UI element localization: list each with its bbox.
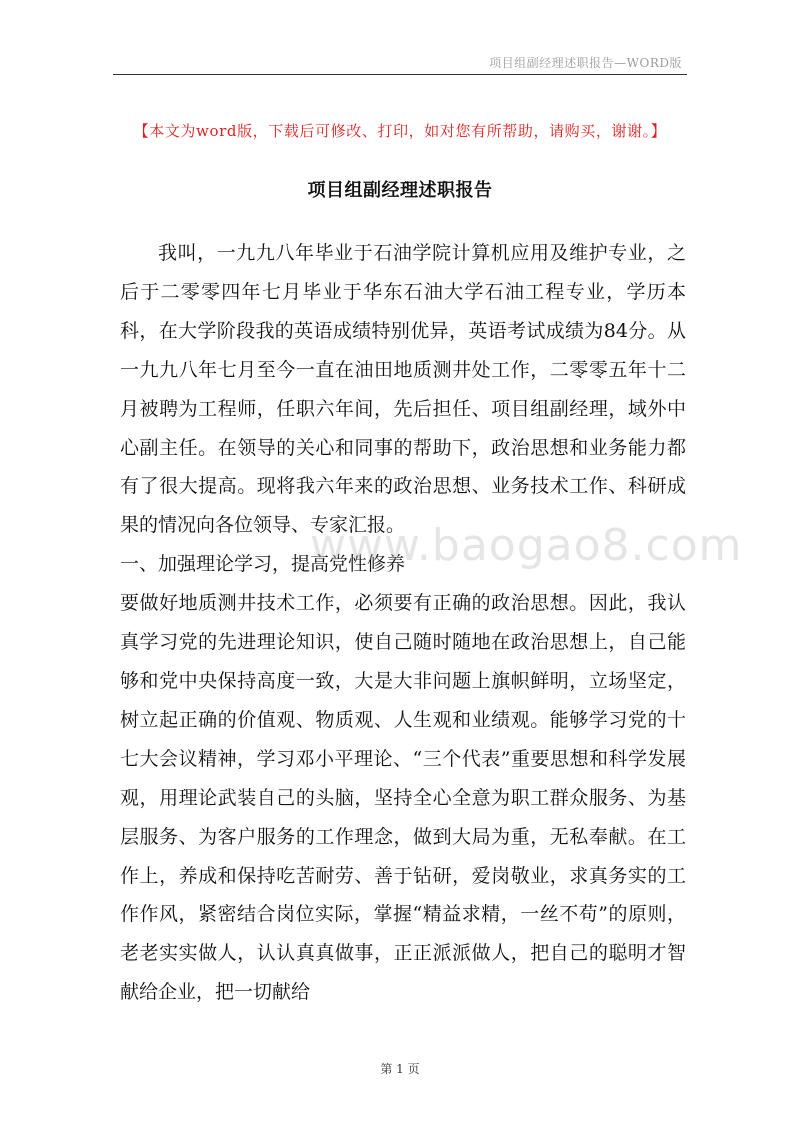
running-header: 项目组副经理述职报告—WORD版 <box>489 56 682 70</box>
page-number: 第 1 页 <box>380 1062 420 1076</box>
download-notice: 【本文为word版，下载后可修改、打印，如对您有所帮助，请购买，谢谢。】 <box>133 122 667 140</box>
section-heading: 一、加强理论学习，提高党性修养 <box>120 553 406 576</box>
intro-paragraph: 我叫，一九九八年毕业于石油学院计算机应用及维护专业，之后于二零零四年七月毕业于华东石油大学石油工程专业，学历本科，在大学阶段我的英语成绩特别优异，英语考试成绩为84分。从一九九八年七月至今一直在油田地质测井处工作，二零零五年十二月被聘为工程师，任职六年间，先后担任、项目组副经理，域外中心副主任。在领导的关心和同事的帮助下，政治思想和业务能力都有了很大提高。现将我六年来的政治思想、业务技术工作、科研成果的情况向各位领导、专家汇报。 <box>120 242 686 537</box>
header-divider <box>113 74 687 75</box>
section-paragraph: 要做好地质测井技术工作，必须要有正确的政治思想。因此，我认真学习党的先进理论知识，使自己随时随地在政治思想上，自己能够和党中央保持高度一致，大是大非问题上旗帜鲜明，立场坚定，树立起正确的价值观、物质观、人生观和业绩观。能够学习党的十七大会议精神，学习邓小平理论、“三个代表”重要思想和科学发展观，用理论武装自己的头脑，坚持全心全意为职工群众服务、为基层服务、为客户服务的工作理念，做到大局为重，无私奉献。在工作上，养成和保持吃苦耐劳、善于钻研，爱岗敬业，求真务实的工作作风，紧密结合岗位实际，掌握“精益求精，一丝不苟”的原则，老老实实做人，认认真真做事，正正派派做人，把自己的聪明才智献给企业，把一切献给 <box>120 592 686 1004</box>
document-body <box>120 234 686 1012</box>
watermark: www.baogao8.com <box>310 520 743 571</box>
document-title: 项目组副经理述职报告 <box>307 180 493 201</box>
